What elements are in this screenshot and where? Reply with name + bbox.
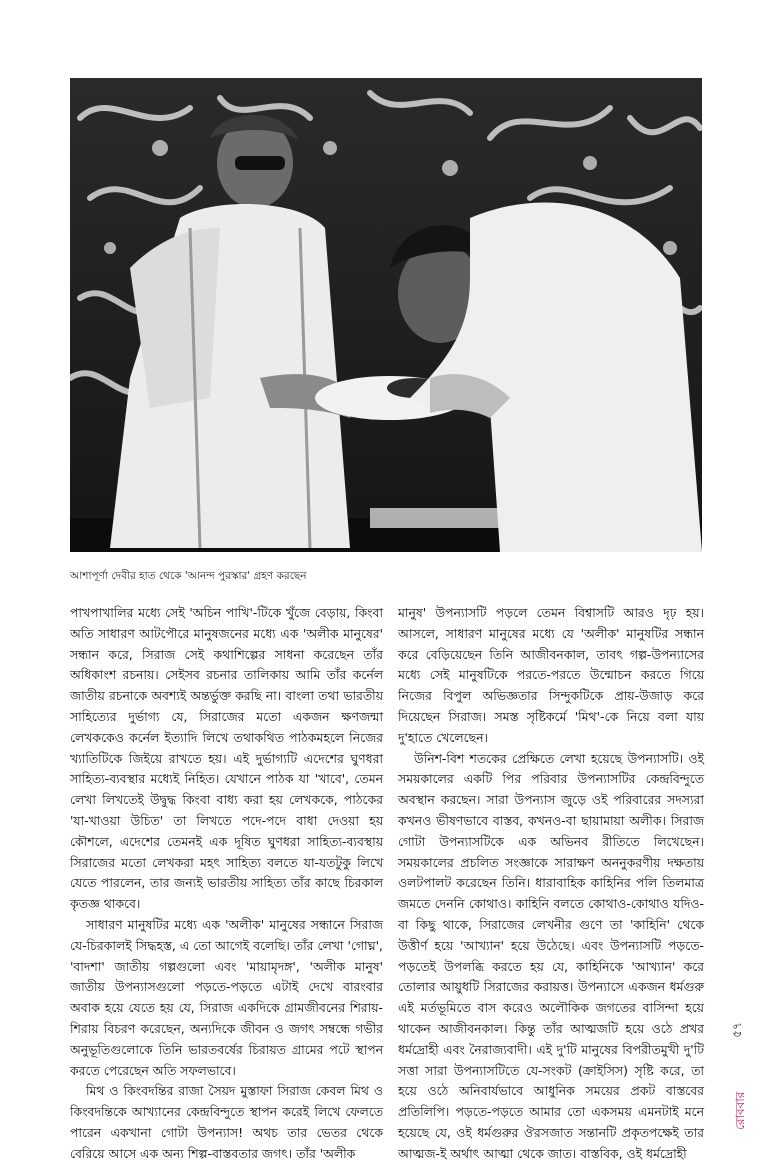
magazine-name: রোববার xyxy=(733,1091,747,1130)
paragraph: মিথ ও কিংবদন্তির রাজা সৈয়দ মুস্তাফা সিরাজ কেবল মিথ ও কিংবদন্তিকে আখ্যানের কেন্দ্রবিন্দুতে স্থাপন করেই লিখে ফেলতে পারেন একখানা গোটা উপন্যাস! অথচ তার ভেতর থেকে বেরিয়ে আসে এক অন্য শিল্প-বাস্তবতার জগৎ। তাঁর 'অলীক xyxy=(70,1083,383,1161)
paragraph: মানুষ' উপন্যাসটি পড়লে তেমন বিশ্বাসটি আরও দৃঢ় হয়। আসলে, সাধারণ মানুষের মধ্যে যে 'অলীক' মানুষটির সন্ধান করে বেড়িয়েছেন তিনি আজীবনকাল, তাবৎ গল্প-উপন্যাসের মধ্যে সেই মানুষটিকে পরতে-পরতে উন্মোচন করতে গিয়ে নিজের বিপুল অভিজ্ঞতার সিন্দুকটিকে প্রায়-উজাড় করে দিয়েছেন সিরাজ। সমস্ত সৃষ্টিকর্মে 'মিথ'-কে নিয়ে বলা যায় দু'হাতে খেলেছেন। xyxy=(398,605,704,745)
photo-caption: আশাপূর্ণা দেবীর হাত থেকে 'আনন্দ পুরস্কার' গ্রহণ করছেন xyxy=(70,570,307,582)
article-column-right xyxy=(398,603,704,1165)
article-column-left xyxy=(70,603,383,1165)
photograph-illustration xyxy=(70,78,702,552)
page-footer-vertical xyxy=(728,1020,748,1130)
paragraph: পাখপাখালির মধ্যে সেই 'অচিন পাখি'-টিকে খুঁজে বেড়ায়, কিংবা অতি সাধারণ আটপৌরে মানুষজনের মধ্যে এক 'অলীক মানুষের' সন্ধান করে, সিরাজ সেই কথাশিল্পের সাধনা করেছেন তাঁর অধিকাংশ রচনায়। সেইসব রচনার তালিকায় আমি তাঁর কর্নেল জাতীয় রচনাকে অবশ্যই অন্তর্ভুক্ত করছি না। বাংলা তথা ভারতীয় সাহিত্যের দুর্ভাগ্য যে, সিরাজের মতো একজন ক্ষণজন্মা লেখককেও কর্নেল ইত্যাদি লিখে তথাকথিত পাঠকমহলে নিজের খ্যাতিটিকে জিইয়ে রাখতে হয়। এই দুর্ভাগ্যটি এদেশের ঘুণধরা সাহিত্য-ব্যবস্থার মধ্যেই নিহিত। যেখানে পাঠক যা 'খাবে', তেমন লেখা লিখতেই উদ্বুদ্ধ কিংবা বাধ্য করা হয় লেখককে, পাঠকের 'যা-খাওয়া উচিত' তা লিখতে পদে-পদে বাধা দেওয়া হয় কৌশলে, এদেশের তেমনই এক দূষিত ঘুণধরা সাহিত্য-ব্যবস্থায় সিরাজের মতো লেখকরা মহৎ সাহিত্য বলতে যা-যতটুকু লিখে যেতে পারলেন, তার জন্যই ভারতীয় সাহিত্য তাঁর কাছে চিরকাল কৃতজ্ঞ থাকবে। xyxy=(70,605,383,912)
paragraph: উনিশ-বিশ শতকের প্রেক্ষিতে লেখা হয়েছে উপন্যাসটি। ওই সময়কালের একটি পির পরিবার উপন্যাসটির কেন্দ্রবিন্দুতে অবস্থান করছেন। সারা উপন্যাস জুড়ে ওই পরিবারের সদস্যরা কখনও ভীষণভাবে বাস্তব, কখনও-বা ছায়ামায়া অলীক। সিরাজ গোটা উপন্যাসটিকে এক অভিনব রীতিতে লিখেছেন। সময়কালের প্রচলিত সংজ্ঞাকে সারাক্ষণ অননুকরণীয় দক্ষতায় ওলটপালট করেছেন তিনি। ধারাবাহিক কাহিনির পলি তিলমাত্র জমতে দেননি কোথাও। কাহিনি বলতে কোথাও-কোথাও যদিও-বা কিছু থাকে, সিরাজের লেখনীর গুণে তা 'কাহিনি' থেকে উত্তীর্ণ হয়ে 'আখ্যান' হয়ে উঠেছে। এবং উপন্যাসটি পড়তে-পড়তেই উপলব্ধি করতে হয় যে, কাহিনিকে 'আখ্যান' করে তোলার আয়ুধটি সিরাজের করায়ত্ত। উপন্যাসে একজন ধর্মগুরু এই মর্তভূমিতে বাস করেও অলৌকিক জগতের বাসিন্দা হয়ে থাকেন আজীবনকাল। কিন্তু তাঁর আত্মজটি হয়ে ওঠে প্রখর ধর্মদ্রোহী এবং নৈরাজ্যবাদী। এই দু'টি মানুষের বিপরীতমুখী দু'টি সত্তা সারা উপন্যাসটিতে যে-সংকট (ক্রাইসিস) সৃষ্টি করে, তা হয়ে ওঠে অনিবার্যভাবে আধুনিক সময়ের প্রকট বাস্তবের প্রতিলিপি। পড়তে-পড়তে আমার তো একসময় এমনটাই মনে হয়েছে যে, ওই ধর্মগুরুর ঔরসজাত সন্তানটি প্রকৃতপক্ষেই তার আত্মজ-ই অর্থাৎ আত্মা থেকে জাত। বাস্তবিক, ওই ধর্মদ্রোহী xyxy=(398,750,705,1161)
paragraph: সাধারণ মানুষটির মধ্যে এক 'অলীক' মানুষের সন্ধানে সিরাজ যে-চিরকালই সিদ্ধহস্ত, এ তো আগেই বলেছি। তাঁর লেখা 'গোঘ্ন', 'বাদশা' জাতীয় গল্পগুলো এবং 'মায়ামৃদঙ্গ', 'অলীক মানুষ' জাতীয় উপন্যাসগুলো পড়তে-পড়তে এটাই দেখে বারংবার অবাক হয়ে যেতে হয় যে, সিরাজ একদিকে গ্রামজীবনের শিরায়-শিরায় বিচরণ করেছেন, অন্যদিকে জীবন ও জগৎ সম্বন্ধে গভীর অনুভূতিগুলোকে তিনি ভারতবর্ষের চিরায়ত গ্রামের পটে স্থাপন করতে পেরেছেন অতি সফলভাবে। xyxy=(70,916,383,1078)
page-number: ৫৭ xyxy=(729,1022,744,1038)
award-photo xyxy=(70,78,702,552)
